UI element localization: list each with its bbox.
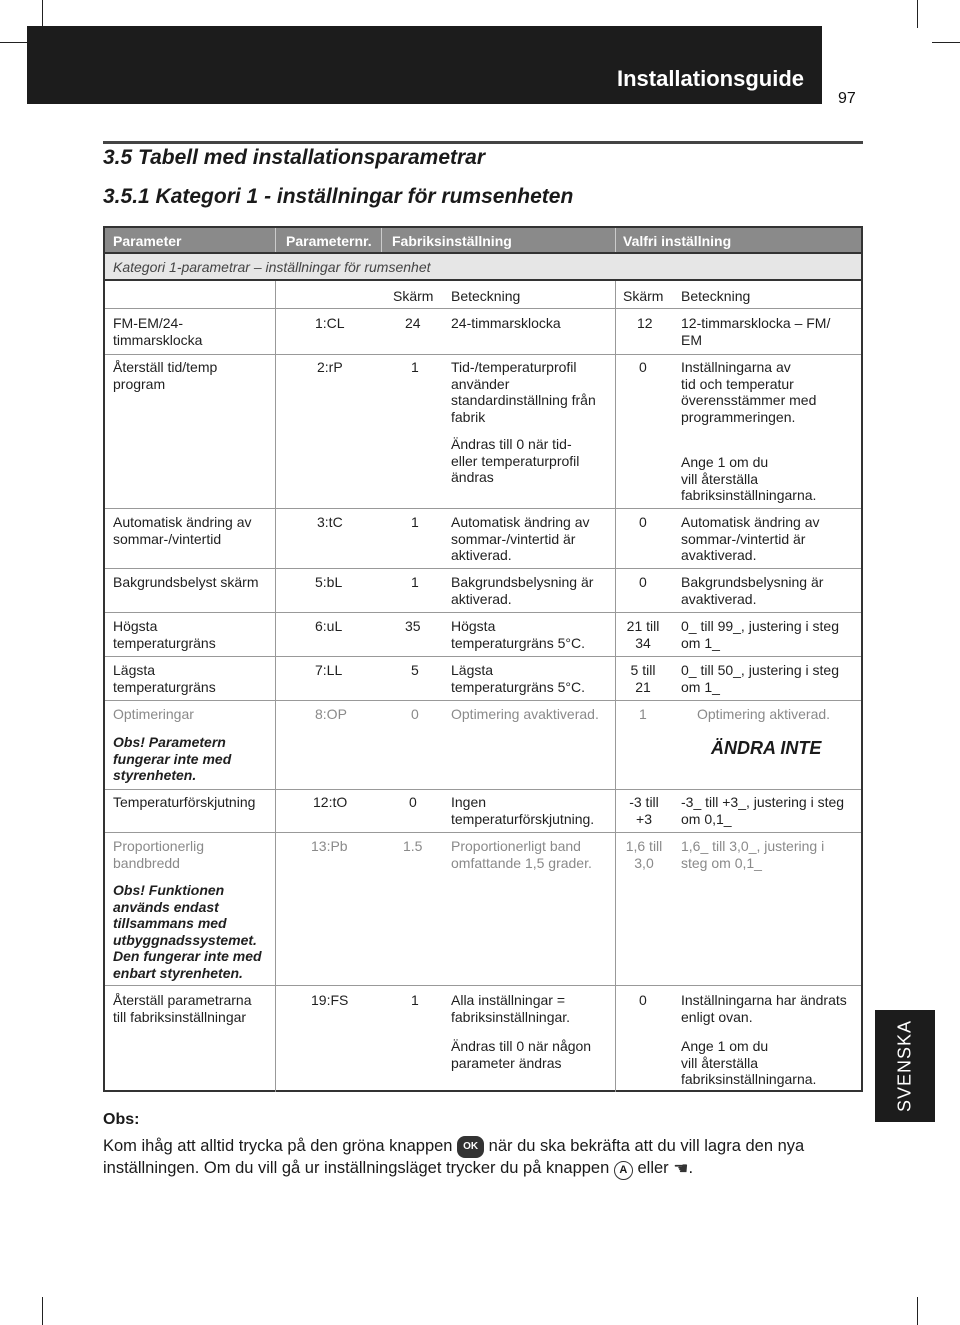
parameter-table xyxy=(103,226,863,1092)
a-button-icon: A xyxy=(614,1161,633,1180)
header-rule xyxy=(103,141,863,144)
footer-note-part: Kom ihåg att alltid trycka på den gröna knappen xyxy=(103,1137,453,1155)
footer-note-part: när du ska bekräfta att du vill lagra den nya inställningen. Om du vill gå ur inställningsläget trycker du på knappen xyxy=(103,1137,805,1177)
factory-screen: 1 xyxy=(411,574,419,590)
optional-label: Inställningarna av tid och temperatur överensstämmer med programmeringen. xyxy=(681,359,817,425)
row-divider xyxy=(105,700,861,701)
subheader-label: Beteckning xyxy=(451,288,521,304)
crop-mark xyxy=(0,42,28,43)
subheader-label-optional: Beteckning xyxy=(681,288,751,304)
row-divider xyxy=(105,656,861,657)
optional-note: Ange 1 om du vill återställa fabriksinställningarna. xyxy=(681,454,817,503)
optional-screen: 1 xyxy=(639,706,647,722)
subheader-screen-optional: Skärm xyxy=(623,288,664,304)
optional-label: Optimering aktiverad. xyxy=(697,706,831,722)
optional-screen: 12 xyxy=(637,315,653,331)
factory-screen: 0 xyxy=(411,706,419,722)
crop-mark xyxy=(42,1297,43,1325)
factory-screen: 1 xyxy=(411,359,419,375)
factory-label: Högsta temperaturgräns 5°C. xyxy=(451,618,585,651)
factory-screen: 35 xyxy=(405,618,421,634)
param-nr: 6:uL xyxy=(315,618,343,634)
factory-screen: 5 xyxy=(411,662,419,678)
subsection-heading: 3.5.1 Kategori 1 - inställningar för rumsenheten xyxy=(103,185,574,208)
optional-screen: 1,6 till 3,0 xyxy=(625,838,663,871)
param-nr: 7:LL xyxy=(315,662,343,678)
col-parameter: Parameter xyxy=(113,233,182,249)
factory-label: Automatisk ändring av sommar-/vintertid är aktiverad. xyxy=(451,514,590,563)
factory-label: Ingen temperaturförskjutning. xyxy=(451,794,595,827)
param-nr: 19:FS xyxy=(311,992,349,1008)
row-divider xyxy=(105,612,861,613)
optional-label: 1,6_ till 3,0_, justering i steg om 0,1_ xyxy=(681,838,825,871)
param-nr: 13:Pb xyxy=(311,838,348,854)
optional-screen: 0 xyxy=(639,514,647,530)
optional-label: 0_ till 50_, justering i steg om 1_ xyxy=(681,662,839,695)
factory-label: Tid-/temperaturprofil använder standardinställning från fabrik xyxy=(451,359,596,425)
section-heading: 3.5 Tabell med installationsparametrar xyxy=(103,146,486,169)
row-divider xyxy=(105,508,861,509)
param-name: Temperaturförskjutning xyxy=(113,794,256,810)
factory-label: Lägsta temperaturgräns 5°C. xyxy=(451,662,585,695)
param-name: Lägsta temperaturgräns xyxy=(113,662,216,695)
factory-label: Bakgrundsbelysning är aktiverad. xyxy=(451,574,594,607)
hand-back-icon: ☚ xyxy=(673,1159,689,1178)
subheader-screen: Skärm xyxy=(393,288,434,304)
param-name: Bakgrundsbelyst skärm xyxy=(113,574,259,590)
optional-label: 12-timmarsklocka – FM/ EM xyxy=(681,315,831,348)
param-name: Proportionerlig bandbredd xyxy=(113,838,205,871)
row-divider xyxy=(105,985,861,986)
optional-label: 0_ till 99_, justering i steg om 1_ xyxy=(681,618,839,651)
factory-screen: 1.5 xyxy=(403,838,423,854)
param-nr: 2:rP xyxy=(317,359,343,375)
optional-label: Automatisk ändring av sommar-/vintertid är avaktiverad. xyxy=(681,514,820,563)
param-name: FM-EM/24- timmarsklocka xyxy=(113,315,203,348)
crop-mark xyxy=(42,0,43,28)
crop-mark xyxy=(917,1297,918,1325)
optional-screen: 21 till 34 xyxy=(626,618,660,651)
factory-note: Ändras till 0 när någon parameter ändras xyxy=(451,1038,592,1071)
col-factory: Fabriksinställning xyxy=(392,233,512,249)
table-header xyxy=(105,228,861,254)
param-nr: 1:CL xyxy=(315,315,345,331)
param-nr: 3:tC xyxy=(317,514,343,530)
param-name: Återställ parametrarna till fabriksinställningar xyxy=(113,992,252,1025)
crop-mark xyxy=(932,42,960,43)
col-parameternr: Parameternr. xyxy=(286,233,372,249)
footer-note-part: . xyxy=(688,1159,694,1177)
row-note: Obs! Parametern fungerar inte med styrenheten. xyxy=(113,734,232,783)
optional-label: Bakgrundsbelysning är avaktiverad. xyxy=(681,574,824,607)
header-divider xyxy=(615,228,616,252)
row-divider xyxy=(105,354,861,355)
do-not-change-label: ÄNDRA INTE xyxy=(711,738,822,758)
header-divider xyxy=(275,228,276,252)
factory-label: Proportionerligt band omfattande 1,5 grader. xyxy=(451,838,592,871)
factory-screen: 1 xyxy=(411,992,419,1008)
param-nr: 12:tO xyxy=(313,794,348,810)
factory-label: Alla inställningar = fabriksinställningar. xyxy=(451,992,571,1025)
col-divider xyxy=(615,281,616,1092)
factory-screen: 0 xyxy=(409,794,417,810)
header-bar xyxy=(27,26,822,104)
param-name: Högsta temperaturgräns xyxy=(113,618,216,651)
footer-note-text xyxy=(103,1136,873,1180)
param-nr: 8:OP xyxy=(315,706,347,722)
page-number: 97 xyxy=(838,90,856,107)
optional-label: -3_ till +3_, justering i steg om 0,1_ xyxy=(681,794,845,827)
category-label: Kategori 1-parametrar – inställningar för rumsenhet xyxy=(113,259,431,275)
factory-screen: 1 xyxy=(411,514,419,530)
row-divider xyxy=(105,568,861,569)
footer-note-part: eller xyxy=(637,1159,669,1177)
row-divider xyxy=(105,308,861,309)
optional-screen: 0 xyxy=(639,359,647,375)
optional-screen: 5 till 21 xyxy=(630,662,656,695)
col-divider xyxy=(275,281,276,1092)
crop-mark xyxy=(917,0,918,28)
row-note: Obs! Funktionen används endast tillsammans med utbyggnadssystemet. Den fungerar inte med enbart styrenheten. xyxy=(113,882,262,981)
factory-note: Ändras till 0 när tid- eller temperaturprofil ändras xyxy=(451,436,580,485)
row-divider xyxy=(105,832,861,833)
ok-button-icon: OK xyxy=(457,1136,484,1158)
optional-label: Inställningarna har ändrats enligt ovan. xyxy=(681,992,847,1025)
optional-screen: 0 xyxy=(639,992,647,1008)
row-divider xyxy=(105,789,861,790)
col-optional: Valfri inställning xyxy=(623,233,732,249)
factory-label: 24-timmarsklocka xyxy=(451,315,561,331)
param-nr: 5:bL xyxy=(315,574,343,590)
language-tab-label: SVENSKA xyxy=(894,1019,915,1113)
header-divider xyxy=(381,228,382,252)
param-name: Optimeringar xyxy=(113,706,194,722)
header-title: Installationsguide xyxy=(616,66,804,91)
param-name: Automatisk ändring av sommar-/vintertid xyxy=(113,514,252,547)
footer-note-label: Obs: xyxy=(103,1111,140,1128)
factory-screen: 24 xyxy=(405,315,421,331)
factory-label: Optimering avaktiverad. xyxy=(451,706,599,722)
optional-screen: 0 xyxy=(639,574,647,590)
optional-note: Ange 1 om du vill återställa fabriksinställningarna. xyxy=(681,1038,817,1087)
category-row xyxy=(105,254,861,281)
param-name: Återställ tid/temp program xyxy=(113,359,218,392)
optional-screen: -3 till +3 xyxy=(629,794,659,827)
language-tab xyxy=(875,1010,935,1122)
